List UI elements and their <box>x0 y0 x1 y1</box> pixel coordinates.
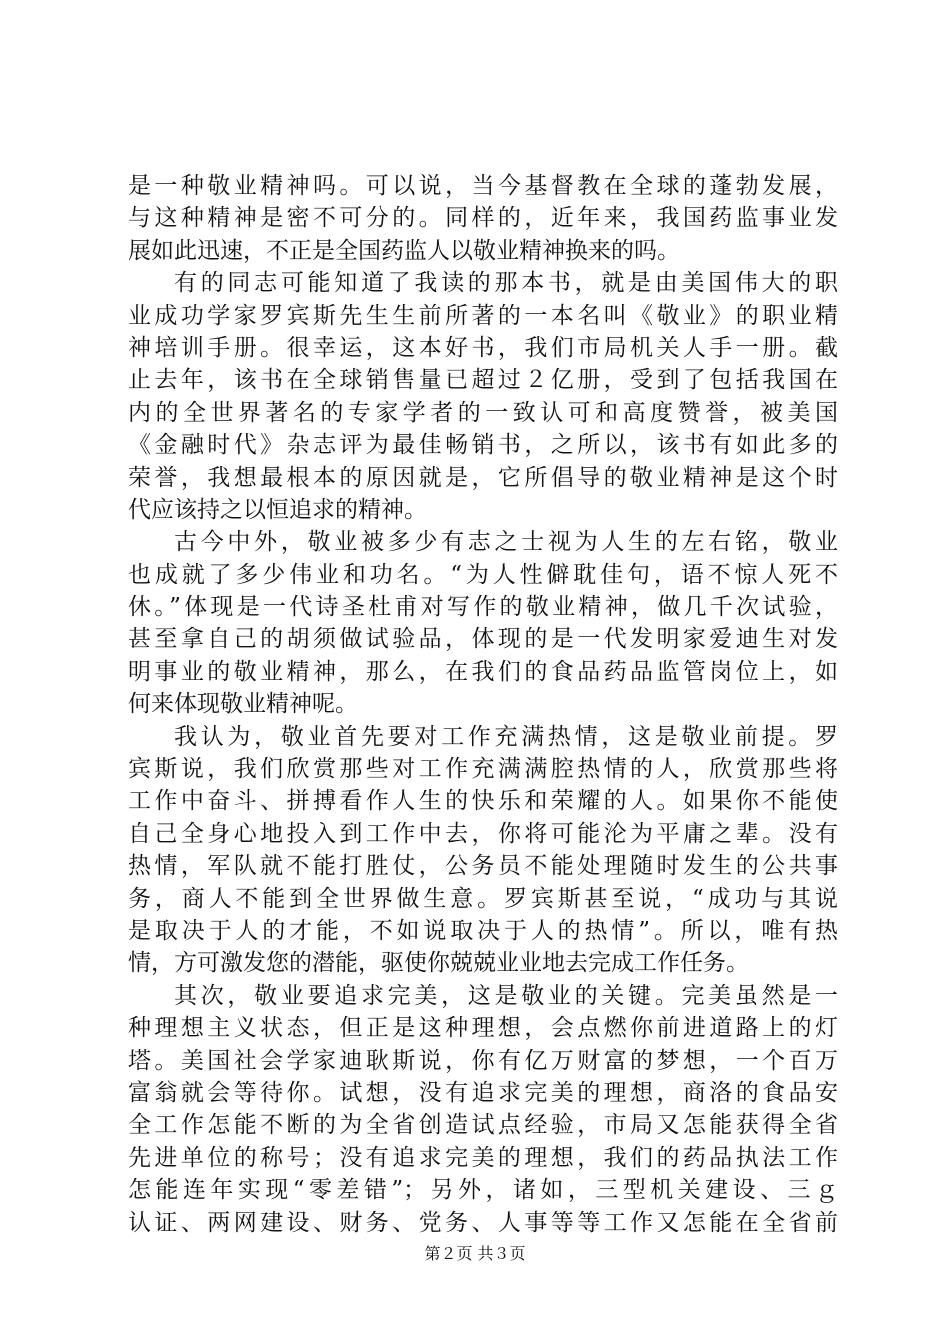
text-line: 内的全世界著名的专家学者的一致认可和高度赞誉，被美国 <box>128 399 838 426</box>
text-line: 甚至拿自己的胡须做试验品，体现的是一代发明家爱迪生对发 <box>128 626 838 653</box>
text-line: 荣誉，我想最根本的原因就是，它所倡导的敬业精神是这个时 <box>128 464 838 491</box>
text-line: 情，方可激发您的潜能，驱使你兢兢业业地去完成工作任务。 <box>128 950 749 977</box>
text-line: 热情，军队就不能打胜仗，公务员不能处理随时发生的公共事 <box>128 853 838 880</box>
text-line: 宾斯说，我们欣赏那些对工作充满满腔热情的人，欣赏那些将 <box>128 756 838 783</box>
text-line: 代应该持之以恒追求的精神。 <box>128 496 427 523</box>
text-line: 全工作怎能不断的为全省创造试点经验，市局又怎能获得全省 <box>128 1112 838 1139</box>
text-line: 其次，敬业要追求完美，这是敬业的关键。完美虽然是一 <box>174 982 838 1009</box>
text-line: 明事业的敬业精神，那么，在我们的食品药品监管岗位上，如 <box>128 658 838 685</box>
page-footer: 第２页 共３页 <box>424 1244 526 1263</box>
text-line: 休。”体现是一代诗圣杜甫对写作的敬业精神，做几千次试验， <box>128 594 838 621</box>
text-line: 塔。美国社会学家迪耿斯说，你有亿万财富的梦想，一个百万 <box>128 1047 838 1074</box>
body-text <box>128 170 838 1239</box>
text-line: 富翁就会等待你。试想，没有追求完美的理想，商洛的食品安 <box>128 1079 838 1106</box>
text-line: 种理想主义状态，但正是这种理想，会点燃你前进道路上的灯 <box>128 1015 838 1042</box>
text-line: 是取决于人的才能，不如说取决于人的热情”。所以，唯有热 <box>128 917 838 944</box>
text-line: 神培训手册。很幸运，这本好书，我们市局机关人手一册。截 <box>128 334 838 361</box>
text-line: 也成就了多少伟业和功名。“为人性僻耽佳句，语不惊人死不 <box>128 561 838 588</box>
text-line: 务，商人不能到全世界做生意。罗宾斯甚至说，“成功与其说 <box>128 885 838 912</box>
text-line: 与这种精神是密不可分的。同样的，近年来，我国药监事业发 <box>128 205 838 232</box>
text-line: 展如此迅速，不正是全国药监人以敬业精神换来的吗。 <box>128 237 680 264</box>
text-line: 古今中外，敬业被多少有志之士视为人生的左右铭，敬业 <box>174 529 838 556</box>
text-line: 《金融时代》杂志评为最佳畅销书，之所以，该书有如此多的 <box>128 432 838 459</box>
text-line: 自己全身心地投入到工作中去，你将可能沦为平庸之辈。没有 <box>128 820 838 847</box>
text-line: 先进单位的称号；没有追求完美的理想，我们的药品执法工作 <box>128 1144 838 1171</box>
text-line: 怎能连年实现“零差错”；另外，诸如，三型机关建设、三ｇ <box>128 1177 838 1204</box>
text-line: 是一种敬业精神吗。可以说，当今基督教在全球的蓬勃发展， <box>128 173 838 199</box>
text-line: 认证、两网建设、财务、党务、人事等等工作又怎能在全省前 <box>128 1209 838 1236</box>
text-line: 何来体现敬业精神呢。 <box>128 691 358 718</box>
text-line: 我认为，敬业首先要对工作充满热情，这是敬业前提。罗 <box>174 723 838 750</box>
text-line: 止去年，该书在全球销售量已超过２亿册，受到了包括我国在 <box>128 367 838 394</box>
text-line: 工作中奋斗、拼搏看作人生的快乐和荣耀的人。如果你不能使 <box>128 788 838 815</box>
text-line: 有的同志可能知道了我读的那本书，就是由美国伟大的职 <box>174 270 838 297</box>
text-line: 业成功学家罗宾斯先生生前所著的一本名叫《敬业》的职业精 <box>128 302 838 329</box>
